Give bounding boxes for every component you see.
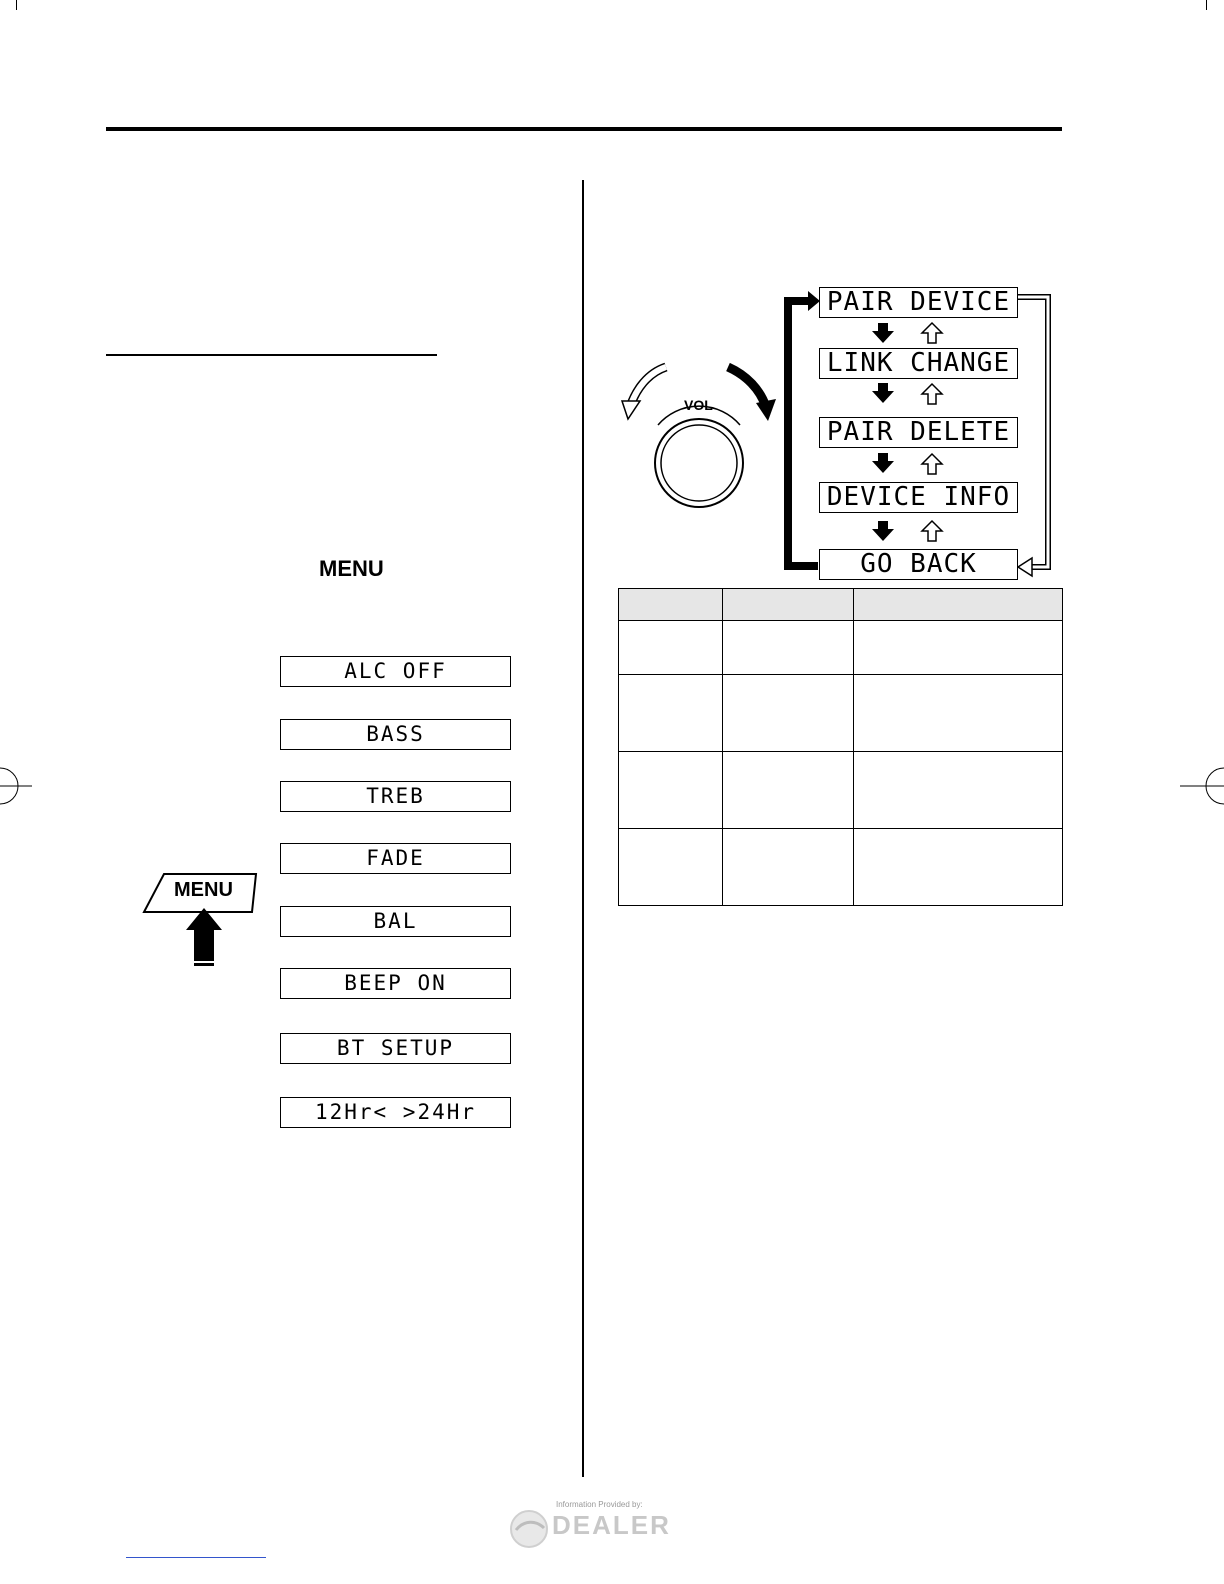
table-header-cell <box>854 589 1063 621</box>
table-cell <box>723 752 854 829</box>
table-cell <box>854 752 1063 829</box>
table-cell <box>723 829 854 906</box>
table-cell <box>723 675 854 752</box>
table-cell <box>723 621 854 675</box>
crop-mark-top-left <box>16 0 17 10</box>
footer-provided-by: Information Provided by: <box>556 1500 643 1509</box>
menu-display-bass: BASS <box>280 719 511 750</box>
footer-link-rule[interactable] <box>126 1557 266 1558</box>
registration-mark-right <box>1180 764 1224 808</box>
table-cell <box>619 752 723 829</box>
column-divider <box>582 180 584 1477</box>
dealer-logo-emblem <box>508 1508 550 1550</box>
table-cell <box>619 621 723 675</box>
table-row <box>619 829 1063 906</box>
bt-setup-table <box>618 588 1063 906</box>
table-cell <box>619 675 723 752</box>
crop-mark-top-right <box>1206 0 1207 10</box>
table-cell <box>619 829 723 906</box>
bt-display-pair-device: PAIR DEVICE <box>819 287 1018 318</box>
table-header-row <box>619 589 1063 621</box>
bt-display-pair-delete: PAIR DELETE <box>819 417 1018 448</box>
bt-display-device-info: DEVICE INFO <box>819 482 1018 513</box>
vol-label: VOL <box>684 397 713 413</box>
footer-logo-word: DEALER <box>552 1510 671 1540</box>
vol-knob-illustration <box>618 355 778 515</box>
table-row <box>619 675 1063 752</box>
bt-display-go-back: GO BACK <box>819 549 1018 580</box>
menu-button-label: MENU <box>174 879 233 901</box>
table-row <box>619 621 1063 675</box>
table-header-cell <box>619 589 723 621</box>
menu-display-alc: ALC OFF <box>280 656 511 687</box>
registration-mark-left <box>0 764 32 808</box>
menu-display-clock: 12Hr< >24Hr <box>280 1097 511 1128</box>
vol-knob-arrows <box>618 355 778 515</box>
menu-display-bal: BAL <box>280 906 511 937</box>
table-cell <box>854 621 1063 675</box>
header-rule <box>106 127 1062 131</box>
table-header-cell <box>723 589 854 621</box>
menu-display-bt-setup: BT SETUP <box>280 1033 511 1064</box>
table-cell <box>854 829 1063 906</box>
menu-display-treb: TREB <box>280 781 511 812</box>
menu-button-illustration <box>140 870 265 975</box>
menu-caption: MENU <box>319 556 384 581</box>
menu-display-fade: FADE <box>280 843 511 874</box>
table-cell <box>854 675 1063 752</box>
bt-display-link-change: LINK CHANGE <box>819 348 1018 379</box>
section-heading-rule <box>106 354 437 356</box>
menu-display-beep: BEEP ON <box>280 968 511 999</box>
table-row <box>619 752 1063 829</box>
